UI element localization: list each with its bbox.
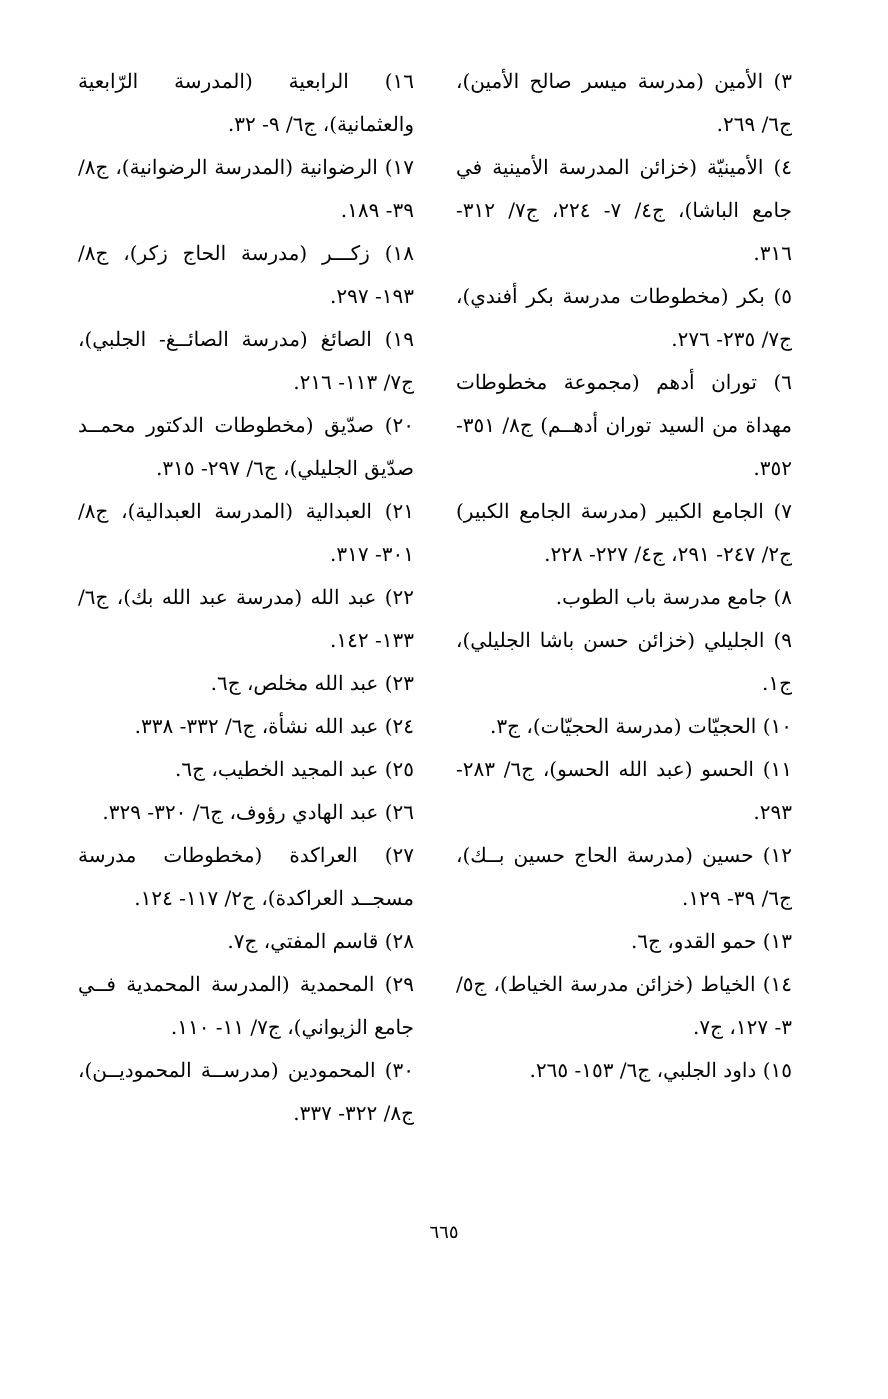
list-item: ٢١) العبدالية (المدرسة العبدالية)، ج٨/ ٣٠١- ٣١٧. (78, 499, 414, 566)
right-column (456, 60, 792, 1092)
list-item: ٢٣) عبد الله مخلص، ج٦. (210, 671, 414, 695)
list-item: ٤) الأمينيّة (خزائن المدرسة الأمينية في جامع الباشا)، ج٤/ ٧- ٢٢٤، ج٧/ ٣١٢- ٣١٦. (456, 155, 792, 265)
list-item: ١٥) داود الجلبي، ج٦/ ١٥٣- ٢٦٥. (529, 1058, 792, 1082)
list-item: ٢٥) عبد المجيد الخطيب، ج٦. (175, 757, 414, 781)
list-item: ١٧) الرضوانية (المدرسة الرضوانية)، ج٨/ ٣٩- ١٨٩. (78, 155, 414, 222)
list-item: ٢٢) عبد الله (مدرسة عبد الله بك)، ج٦/ ١٣٣- ١٤٢. (78, 585, 414, 652)
list-item: ١٨) زكـــر (مدرسة الحاج زكر)، ج٨/ ١٩٣- ٢٩٧. (78, 241, 414, 308)
list-item: ٨) جامع مدرسة باب الطوب. (555, 585, 792, 609)
list-item: ١٩) الصائغ (مدرسة الصائــغ- الجلبي)، ج٧/ ١١٣- ٢١٦. (78, 327, 414, 394)
list-item: ٢٦) عبد الهادي رؤوف، ج٦/ ٣٢٠- ٣٢٩. (102, 800, 414, 824)
list-item: ٦) توران أدهم (مجموعة مخطوطات مهداة من السيد توران أدهــم) ج٨/ ٣٥١- ٣٥٢. (456, 370, 792, 480)
list-item: ٣٠) المحمودين (مدرســة المحموديــن)، ج٨/ ٣٢٢- ٣٣٧. (78, 1058, 414, 1125)
list-item: ٢٤) عبد الله نشأة، ج٦/ ٣٣٢- ٣٣٨. (134, 714, 414, 738)
list-item: ١٢) حسين (مدرسة الحاج حسين بــك)، ج٦/ ٣٩- ١٢٩. (456, 843, 792, 910)
list-item: ١٤) الخياط (خزائن مدرسة الخياط)، ج٥/ ٣- ١٢٧، ج٧. (456, 972, 792, 1039)
list-item: ١١) الحسو (عبد الله الحسو)، ج٦/ ٢٨٣- ٢٩٣. (456, 757, 792, 824)
list-item: ٢٧) العراكدة (مخطوطات مدرسة مسجــد العراكدة)، ج٢/ ١١٧- ١٢٤. (78, 843, 414, 910)
list-item: ١٠) الحجيّات (مدرسة الحجيّات)، ج٣. (489, 714, 792, 738)
list-item: ١٣) حمو القدو، ج٦. (630, 929, 792, 953)
list-item: ٥) بكر (مخطوطات مدرسة بكر أفندي)، ج٧/ ٢٣٥- ٢٧٦. (456, 284, 792, 351)
list-item: ٣) الأمين (مدرسة ميسر صالح الأمين)، ج٦/ ٢٦٩. (456, 69, 792, 136)
list-item: ٩) الجليلي (خزائن حسن باشا الجليلي)، ج١. (456, 628, 792, 695)
list-item: ٢٩) المحمدية (المدرسة المحمدية فــي جامع الزيواني)، ج٧/ ١١- ١١٠. (78, 972, 414, 1039)
left-column (78, 60, 414, 1135)
list-item: ٢٨) قاسم المفتي، ج٧. (227, 929, 414, 953)
list-item: ٢٠) صدّيق (مخطوطات الدكتور محمــد صدّيق الجليلي)، ج٦/ ٢٩٧- ٣١٥. (78, 413, 414, 480)
list-item: ١٦) الرابعية (المدرسة الرّابعية والعثمانية)، ج٦/ ٩- ٣٢. (78, 69, 414, 136)
page-number: ٦٦٥ (429, 1222, 459, 1243)
list-item: ٧) الجامع الكبير (مدرسة الجامع الكبير) ج٢/ ٢٤٧- ٢٩١، ج٤/ ٢٢٧- ٢٢٨. (456, 499, 792, 566)
